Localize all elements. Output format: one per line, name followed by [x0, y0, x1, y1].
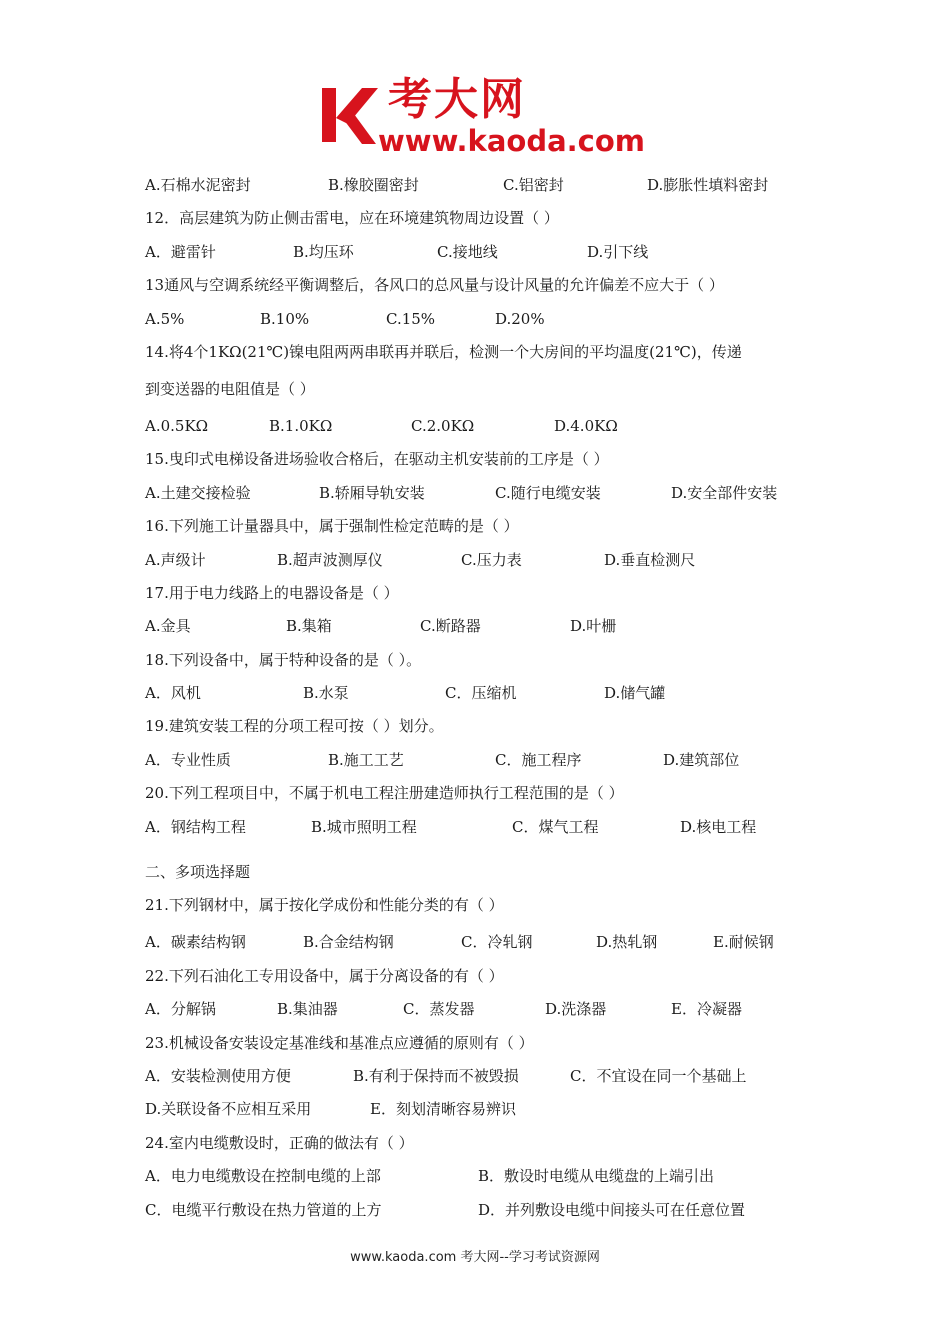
option: B.有利于保持而不被毁损 — [353, 1066, 519, 1085]
question-text: 到变送器的电阻值是（ ） — [145, 379, 315, 398]
option: C．冷轧钢 — [461, 933, 533, 952]
option: B.10% — [260, 309, 310, 328]
option: A．避雷针 — [145, 242, 216, 261]
options-line — [145, 544, 825, 577]
question-text: 23.机械设备安装设定基准线和基准点应遵循的原则有（ ） — [145, 1033, 534, 1052]
option: B.集箱 — [286, 617, 332, 636]
option: C．蒸发器 — [403, 1000, 475, 1019]
option: C．不宜设在同一个基础上 — [570, 1066, 747, 1085]
kaoda-logo — [318, 74, 648, 160]
question-text: 14.将4个1KΩ(21℃)镍电阻两两串联再并联后，检测一个大房间的平均温度(21℃)，传递 — [145, 342, 742, 361]
option: A.5% — [145, 309, 185, 328]
option: B．敷设时电缆从电缆盘的上端引出 — [478, 1167, 715, 1186]
option: C.断路器 — [420, 617, 481, 636]
option: A．分解锅 — [145, 1000, 216, 1019]
question-text: 13通风与空调系统经平衡调整后，各风口的总风量与设计风量的允许偏差不应大于（ ） — [145, 276, 724, 295]
options-line — [145, 303, 825, 336]
option: D.引下线 — [587, 242, 649, 261]
option: D.垂直检测尺 — [604, 550, 696, 569]
option: C.15% — [386, 309, 436, 328]
option: B.合金结构钢 — [303, 933, 394, 952]
question-text: 20.下列工程项目中，不属于机电工程注册建造师执行工程范围的是（ ） — [145, 784, 624, 803]
option: A.0.5KΩ — [145, 416, 209, 435]
option: E．刻划清晰容易辨识 — [370, 1100, 516, 1119]
option: A．安装检测使用方便 — [145, 1066, 291, 1085]
logo-title: 考大网 — [388, 74, 526, 125]
question-text: 12．高层建筑为防止侧击雷电，应在环境建筑物周边设置（ ） — [145, 209, 559, 228]
options-line — [145, 236, 825, 269]
k-logo-icon — [318, 80, 382, 152]
option: C.铝密封 — [503, 176, 564, 194]
question-text: 22.下列石油化工专用设备中，属于分离设备的有（ ） — [145, 966, 504, 985]
option: E.耐候钢 — [713, 933, 774, 952]
options-line — [145, 410, 825, 443]
option: D.洗涤器 — [545, 1000, 607, 1019]
option: A.声级计 — [145, 550, 206, 569]
option: B.水泵 — [303, 684, 349, 703]
options-line — [145, 993, 825, 1026]
option: A.土建交接检验 — [145, 483, 251, 502]
options-line — [145, 169, 825, 202]
option: D.建筑部位 — [663, 750, 740, 769]
options-line — [145, 477, 825, 510]
option: D.4.0KΩ — [554, 416, 618, 435]
option: C.压力表 — [461, 550, 522, 569]
section-title: 二、多项选择题 — [145, 863, 251, 882]
option: B.集油器 — [277, 1000, 338, 1019]
option: D.热轧钢 — [596, 933, 658, 952]
option: B.1.0KΩ — [269, 416, 333, 435]
option: A．专业性质 — [145, 750, 231, 769]
option: B.轿厢导轨安装 — [319, 483, 425, 502]
option: C.2.0KΩ — [411, 416, 475, 435]
option: C．压缩机 — [445, 684, 517, 703]
option: A．碳素结构钢 — [145, 933, 246, 952]
option: A．风机 — [145, 684, 201, 703]
options-line — [145, 1060, 825, 1093]
options-line — [145, 1093, 825, 1126]
option: C．电缆平行敷设在热力管道的上方 — [145, 1200, 382, 1219]
option: B.超声波测厚仪 — [277, 550, 383, 569]
question-text: 18.下列设备中，属于特种设备的是（ ）。 — [145, 650, 422, 669]
option: D．并列敷设电缆中间接头可在任意位置 — [478, 1200, 746, 1219]
logo-url: www.kaoda.com — [378, 124, 645, 158]
option: A.石棉水泥密封 — [145, 176, 251, 194]
question-text: 17.用于电力线路上的电器设备是（ ） — [145, 583, 399, 602]
option: B.施工工艺 — [328, 750, 404, 769]
option: D.安全部件安装 — [671, 483, 778, 502]
question-text: 19.建筑安装工程的分项工程可按（ ）划分。 — [145, 717, 444, 736]
option: D.关联设备不应相互采用 — [145, 1100, 312, 1119]
options-line — [145, 1160, 825, 1193]
options-line — [145, 744, 825, 777]
page-footer: www.kaoda.com 考大网--学习考试资源网 — [350, 1250, 600, 1265]
options-line — [145, 610, 825, 643]
option: C．煤气工程 — [512, 817, 599, 836]
option: C.接地线 — [437, 242, 498, 261]
exam-content — [145, 169, 825, 1227]
question-text: 16.下列施工计量器具中，属于强制性检定范畴的是（ ） — [145, 517, 519, 536]
option: B.城市照明工程 — [311, 817, 417, 836]
option: E．冷凝器 — [671, 1000, 742, 1019]
option: B.均压环 — [293, 242, 354, 261]
options-line — [145, 811, 825, 844]
option: A．钢结构工程 — [145, 817, 246, 836]
option: D.核电工程 — [680, 817, 757, 836]
option: A．电力电缆敷设在控制电缆的上部 — [145, 1167, 381, 1186]
option: C．施工程序 — [495, 750, 582, 769]
option: D.膨胀性填料密封 — [647, 176, 769, 194]
option: D.叶栅 — [570, 617, 617, 636]
option: C.随行电缆安装 — [495, 483, 601, 502]
options-line — [145, 926, 825, 959]
option: A.金具 — [145, 617, 191, 636]
question-text: 21.下列钢材中，属于按化学成份和性能分类的有（ ） — [145, 896, 504, 915]
option: D.20% — [495, 309, 545, 328]
options-line — [145, 677, 825, 710]
question-text: 24.室内电缆敷设时，正确的做法有（ ） — [145, 1133, 414, 1152]
options-line — [145, 1194, 825, 1227]
option: B.橡胶圈密封 — [328, 176, 419, 194]
option: D.储气罐 — [604, 684, 666, 703]
question-text: 15.曳印式电梯设备进场验收合格后，在驱动主机安装前的工序是（ ） — [145, 450, 609, 469]
